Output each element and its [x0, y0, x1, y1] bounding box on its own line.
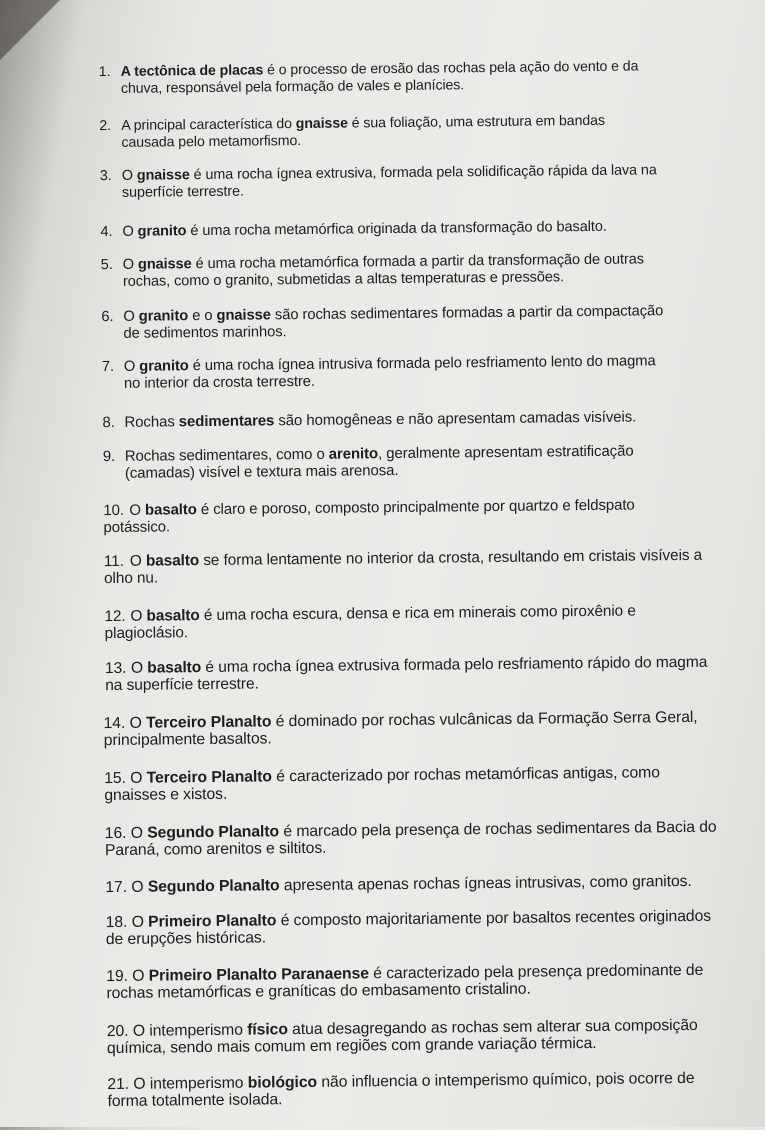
statement-text: O intemperismo — [132, 1021, 248, 1040]
statement-text: rochas, como o granito, submetidas a altas temperaturas e pressões. — [122, 269, 565, 290]
statement-text: atua desagregando as rochas sem alterar sua composição — [287, 1016, 698, 1039]
statement-number: 9. — [102, 447, 116, 466]
statement-keyword: basalto — [144, 501, 197, 519]
statement-text: não influencia o intemperismo químico, pois ocorre de — [316, 1069, 695, 1091]
statement-text: é sua foliação, uma estrutura em bandas — [347, 112, 605, 132]
statement-text: O — [131, 878, 148, 896]
statement-text: O — [129, 552, 147, 570]
statement-text: é uma rocha metamórfica formada a partir da transformação de outras — [191, 251, 645, 273]
statement-item — [100, 161, 760, 202]
statement-number: 19. — [106, 967, 128, 986]
statement-text: é marcado pela presença de rochas sedimentares da Bacia do — [278, 818, 717, 841]
statement-number: 16. — [104, 824, 127, 843]
statement-keyword: granito — [138, 308, 189, 325]
statement-text: química, sendo mais comum em regiões com grande variação térmica. — [106, 1034, 597, 1058]
statement-item — [101, 250, 761, 291]
statement-text: de erupções históricas. — [105, 929, 267, 949]
statement-text: Rochas — [124, 413, 179, 431]
statement-keyword: Primeiro Planalto Paranaense — [148, 965, 369, 985]
statement-text: potássico. — [103, 518, 171, 537]
statement-text: é uma rocha metamórfica originada da transformação do basalto. — [186, 218, 607, 240]
statement-text: O — [131, 913, 149, 931]
statement-number: 8. — [102, 413, 115, 432]
statement-item — [106, 961, 765, 1002]
statement-number: 2. — [99, 117, 112, 135]
statement-keyword: gnaisse — [137, 256, 192, 273]
statement-text: na superfície terrestre. — [105, 675, 259, 695]
statement-keyword: sedimentares — [178, 412, 275, 431]
statement-text: no interior da crosta terrestre. — [123, 373, 315, 392]
statement-item — [107, 1069, 765, 1110]
statement-keyword: biológico — [247, 1073, 318, 1092]
statement-text: O — [122, 223, 138, 240]
statement-text: O — [121, 167, 137, 184]
statement-text: O — [130, 769, 147, 787]
statement-item — [106, 907, 765, 948]
statement-item — [105, 653, 765, 694]
statement-keyword: granito — [139, 358, 189, 375]
statement-number: 10. — [103, 501, 124, 520]
statement-item — [104, 601, 764, 642]
statement-text: é o processo de erosão das rochas pela ação do vento e da — [263, 58, 639, 79]
statement-number: 14. — [103, 714, 126, 733]
statement-text: O — [129, 501, 146, 519]
statement-text: O — [123, 308, 139, 325]
statement-text: é caracterizado pela presença predominante de — [368, 961, 704, 983]
statement-item — [99, 111, 759, 152]
statement-item — [100, 217, 760, 241]
statement-text: Paraná, como arenitos e siltitos. — [104, 839, 327, 860]
statement-text: superfície terrestre. — [121, 183, 244, 201]
statement-text: chuva, responsável pela formação de vales e planícies. — [120, 77, 465, 97]
statement-item — [107, 1016, 765, 1057]
statement-text: é caracterizado por rochas metamórficas antigas, como — [271, 764, 660, 786]
statement-number: 12. — [104, 607, 126, 626]
statement-text: é uma rocha ígnea intrusiva formada pelo resfriamento lento do magma — [188, 353, 656, 375]
statement-number: 6. — [101, 308, 114, 326]
statement-item — [101, 302, 761, 343]
statement-text: O — [130, 824, 148, 842]
statement-number: 18. — [105, 913, 128, 932]
statement-text: de sedimentos marinhos. — [123, 324, 287, 342]
statement-item — [105, 872, 765, 896]
statement-text: A principal característica do — [121, 116, 296, 134]
statement-number: 11. — [103, 552, 124, 571]
statement-text: (camadas) visível e textura mais arenosa. — [124, 461, 399, 482]
statement-item — [104, 546, 764, 587]
statement-item — [103, 441, 763, 482]
statement-text: plagioclásio. — [104, 624, 189, 643]
statement-keyword: arenito — [328, 445, 379, 463]
statement-text: se forma lentamente no interior da crosta, resultando em cristais visíveis a — [199, 546, 703, 570]
statement-text: apresenta apenas rochas ígneas intrusivas, como granitos. — [279, 872, 692, 895]
statement-number: 15. — [104, 769, 126, 788]
statement-keyword: Segundo Planalto — [147, 823, 280, 842]
statement-item — [105, 818, 765, 859]
statement-text: é dominado por rochas vulcânicas da Formação Serra Geral, — [271, 708, 698, 731]
statement-item — [103, 708, 763, 749]
statement-number: 5. — [100, 256, 113, 274]
statement-keyword: gnaisse — [295, 115, 348, 133]
statement-number: 1. — [98, 63, 111, 81]
statement-text: é claro e poroso, composto principalmente por quartzo e feldspato — [196, 496, 635, 519]
statement-text: O intemperismo — [133, 1074, 248, 1093]
statement-number: 20. — [106, 1022, 129, 1041]
statement-text: é uma rocha ígnea extrusiva, formada pela solidificação rápida da lava na — [189, 162, 657, 184]
statement-item — [103, 495, 763, 536]
statement-text: O — [122, 256, 139, 273]
statement-text: O — [123, 358, 140, 375]
statement-text: , geralmente apresentam estratificação — [377, 442, 634, 463]
statement-text: forma totalmente isolada. — [107, 1091, 283, 1111]
statement-item — [102, 352, 762, 393]
statement-keyword: basalto — [147, 659, 202, 677]
statement-text: principalmente basaltos. — [103, 730, 272, 750]
statement-item — [102, 407, 762, 431]
statement-text: gnaisses e xistos. — [104, 785, 228, 805]
statement-keyword: Segundo Planalto — [147, 877, 280, 896]
statement-number: 7. — [101, 358, 115, 376]
statement-keyword: basalto — [146, 607, 200, 625]
statement-text: O — [130, 607, 147, 625]
statement-text: causada pelo metamorfismo. — [121, 132, 302, 151]
statement-text: O — [132, 967, 149, 985]
statement-keyword: gnaisse — [216, 307, 271, 324]
statement-text: O — [130, 659, 148, 677]
statement-text: são rochas sedimentares formadas a partir da compactação — [270, 303, 664, 324]
statement-number: 21. — [107, 1075, 130, 1094]
statement-keyword: Terceiro Planalto — [146, 768, 273, 787]
statement-text: olho nu. — [103, 569, 159, 588]
statement-keyword: gnaisse — [136, 167, 190, 184]
statement-keyword: granito — [137, 223, 187, 240]
statement-item — [104, 763, 764, 804]
statement-keyword: físico — [247, 1021, 288, 1039]
statement-text: são homogêneas e não apresentam camadas visíveis. — [274, 408, 637, 430]
statement-text: e o — [188, 307, 217, 325]
statement-text: rochas metamórficas e graníticas do embasamento cristalino. — [106, 980, 531, 1003]
statement-text: Rochas sedimentares, como o — [124, 445, 329, 465]
statement-number: 3. — [99, 167, 112, 185]
statement-item — [99, 57, 759, 98]
statement-keyword: Terceiro Planalto — [145, 713, 272, 732]
statement-text: é uma rocha ígnea extrusiva formada pelo resfriamento rápido do magma — [201, 653, 708, 677]
statement-text: é uma rocha escura, densa e rica em minerais como piroxênio e — [199, 602, 636, 625]
statement-number: 13. — [104, 659, 127, 678]
statement-text: é composto majoritariamente por basaltos recentes originados — [276, 907, 712, 930]
statement-number: 17. — [105, 878, 128, 897]
statement-keyword: A tectônica de placas — [120, 62, 264, 80]
statement-keyword: Primeiro Planalto — [148, 912, 277, 931]
statement-keyword: basalto — [145, 552, 200, 570]
statement-text: O — [129, 714, 147, 732]
statement-number: 4. — [100, 223, 113, 241]
